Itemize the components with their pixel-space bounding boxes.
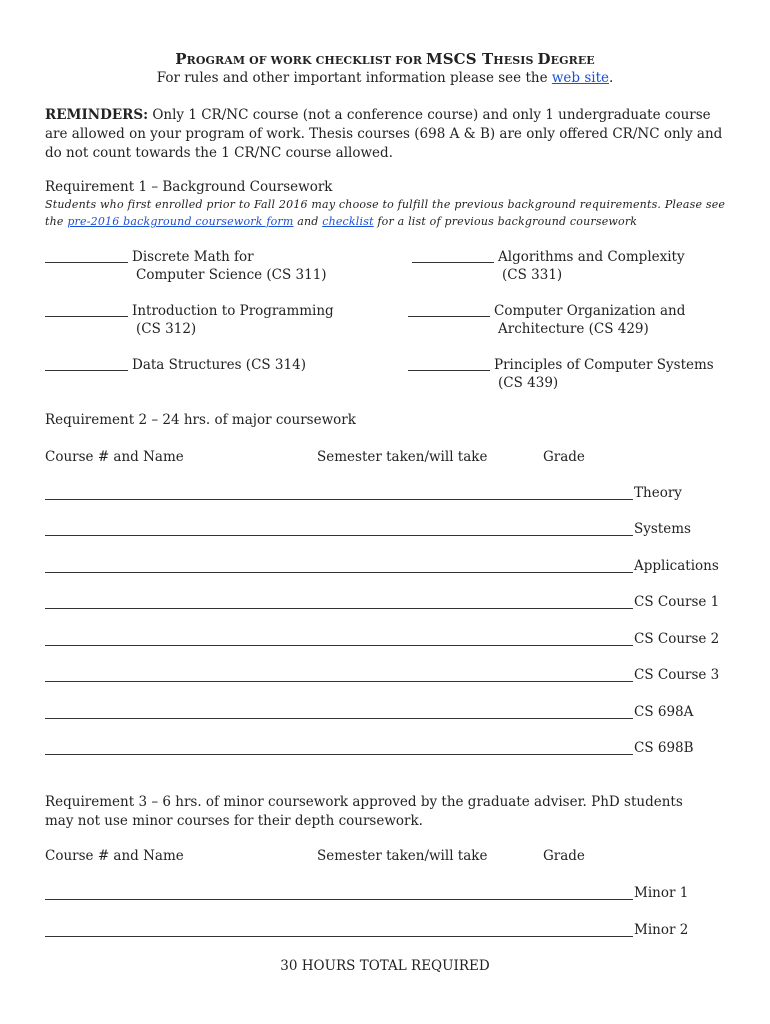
- row-label-systems: Systems: [634, 521, 691, 537]
- course-entry-line[interactable]: [45, 608, 633, 609]
- web-site-link[interactable]: web site: [551, 70, 609, 86]
- row-label-cs-course-2: CS Course 2: [634, 631, 720, 647]
- course-entry-line[interactable]: [45, 645, 633, 646]
- column-header-grade: Grade: [543, 848, 585, 864]
- grade-blank[interactable]: [45, 304, 128, 317]
- column-header-semester: Semester taken/will take: [317, 848, 488, 864]
- course-label: (CS 312): [136, 321, 197, 337]
- column-header-course: Course # and Name: [45, 848, 184, 864]
- course-label: Data Structures (CS 314): [132, 357, 306, 373]
- row-label-cs-course-1: CS Course 1: [634, 594, 720, 610]
- checklist-link[interactable]: checklist: [322, 215, 374, 228]
- row-label-cs-698a: CS 698A: [634, 704, 694, 720]
- note-text: Students who first enrolled prior to Fall 2016 may choose to fulfill the previous background requirements. Please see the: [45, 198, 726, 228]
- course-label: Architecture (CS 429): [498, 321, 649, 337]
- subtitle-text: For rules and other important information please see the: [156, 70, 552, 86]
- page-title: [0, 50, 770, 70]
- course-label: Discrete Math for: [132, 249, 254, 265]
- course-entry-line[interactable]: [45, 754, 633, 755]
- title-part: P: [175, 50, 187, 68]
- row-label-minor-2: Minor 2: [634, 922, 689, 938]
- course-entry-line[interactable]: [45, 499, 633, 500]
- pre-2016-form-link[interactable]: pre-2016 background coursework form: [67, 215, 294, 228]
- column-header-semester: Semester taken/will take: [317, 449, 488, 465]
- title-part: T: [476, 50, 494, 68]
- course-entry-line[interactable]: [45, 936, 633, 937]
- requirement-1-note: [45, 196, 745, 230]
- row-label-minor-1: Minor 1: [634, 885, 689, 901]
- row-label-theory: Theory: [634, 485, 682, 501]
- subtitle-text: .: [609, 70, 614, 86]
- note-text: for a list of previous background coursework: [373, 215, 638, 228]
- column-header-course: Course # and Name: [45, 449, 184, 465]
- reminders-text: Only 1 CR/NC course (not a conference course) and only 1 undergraduate course are allowed on your program of work. Thesis courses (698 A & B) are only offered CR/NC only and do not count towards the 1 CR/NC course allowed.: [45, 107, 723, 161]
- grade-blank[interactable]: [408, 304, 490, 317]
- grade-blank[interactable]: [45, 250, 128, 263]
- title-part: D: [537, 50, 551, 68]
- requirement-3-heading: Requirement 3 – 6 hrs. of minor coursework approved by the graduate adviser. PhD students may not use minor courses for their depth coursework.: [45, 794, 683, 829]
- course-label: Principles of Computer Systems: [494, 357, 714, 373]
- title-part: ROGRAM OF WORK CHECKLIST FOR: [186, 54, 427, 67]
- column-header-grade: Grade: [543, 449, 585, 465]
- course-label: (CS 331): [502, 267, 563, 283]
- row-label-applications: Applications: [634, 558, 719, 574]
- course-entry-line[interactable]: [45, 899, 633, 900]
- course-entry-line[interactable]: [45, 681, 633, 682]
- requirement-2-heading: Requirement 2 – 24 hrs. of major coursework: [45, 412, 356, 428]
- reminders-paragraph: [45, 106, 735, 163]
- course-label: (CS 439): [498, 375, 559, 391]
- row-label-cs-698b: CS 698B: [634, 740, 694, 756]
- course-entry-line[interactable]: [45, 572, 633, 573]
- title-part: MSCS: [426, 50, 477, 68]
- title-part: HESIS: [493, 54, 538, 67]
- title-part: EGREE: [550, 54, 595, 67]
- grade-blank[interactable]: [408, 358, 490, 371]
- course-entry-line[interactable]: [45, 718, 633, 719]
- total-hours-note: 30 HOURS TOTAL REQUIRED: [280, 958, 490, 974]
- note-text: and: [293, 215, 323, 228]
- course-label: Algorithms and Complexity: [498, 249, 685, 265]
- page-subtitle: [0, 69, 770, 88]
- course-entry-line[interactable]: [45, 535, 633, 536]
- grade-blank[interactable]: [412, 250, 494, 263]
- course-label: Introduction to Programming: [132, 303, 334, 319]
- reminders-label: REMINDERS:: [45, 107, 149, 123]
- grade-blank[interactable]: [45, 358, 128, 371]
- requirement-1-heading: Requirement 1 – Background Coursework: [45, 179, 333, 195]
- course-label: Computer Organization and: [494, 303, 686, 319]
- row-label-cs-course-3: CS Course 3: [634, 667, 720, 683]
- course-label: Computer Science (CS 311): [136, 267, 327, 283]
